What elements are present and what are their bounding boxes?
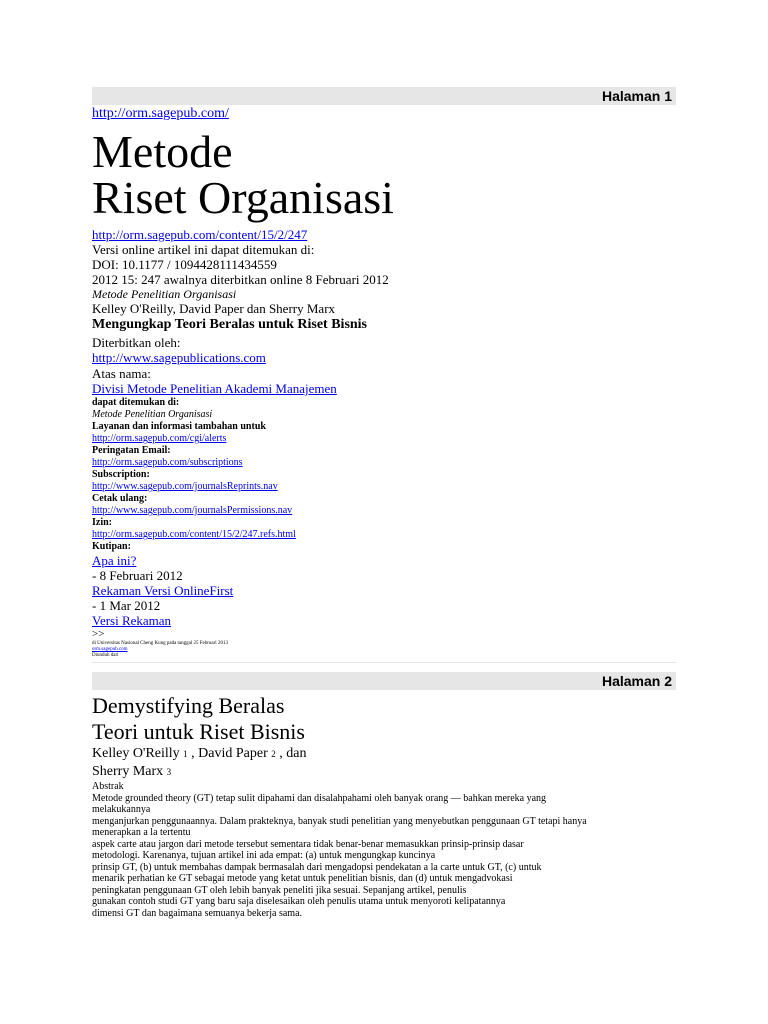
author-connector: , dan <box>275 746 307 761</box>
paper-authors-line2 <box>92 763 676 781</box>
downloaded-from-text: Diunduh dari <box>92 653 119 658</box>
published-text: 2012 15: 247 awalnya diterbitkan online 8 Februari 2012 <box>92 272 389 287</box>
paper-title-line2: Teori untuk Riset Bisnis <box>92 719 305 744</box>
abstract-line: aspek carte atau jargon dari metode tersebut sementara tidak benar-benar memasukkan prinsip-prinsip dasar <box>92 838 524 850</box>
publisher-link[interactable]: http://www.sagepublications.com <box>92 350 266 365</box>
division-link[interactable]: Divisi Metode Penelitian Akademi Manajemen <box>92 381 337 396</box>
abstract-line: metodologi. Karenanya, tujuan artikel ini ada empat: (a) untuk mengungkap kuncinya <box>92 850 436 861</box>
download-site-link[interactable]: orm.sagepub.com <box>92 647 128 652</box>
document-page-1 <box>92 87 676 663</box>
services-label: Layanan dan informasi tambahan untuk <box>92 421 266 432</box>
citation-label: Kutipan: <box>92 541 131 552</box>
email-alerts-label: Peringatan Email: <box>92 445 171 456</box>
abstract-line: menerapkan a la tertentu <box>92 827 191 838</box>
reprints-link[interactable]: http://www.sagepub.com/journalsReprints.nav <box>92 481 278 492</box>
published-by-label: Diterbitkan oleh: <box>92 335 181 350</box>
abstract-line: melakukannya <box>92 804 151 815</box>
journal-home-link[interactable]: http://orm.sagepub.com/ <box>92 106 229 121</box>
page-separator <box>92 662 676 663</box>
abstract-body <box>92 793 676 920</box>
arrows-text: >> <box>92 628 105 640</box>
what-is-this-link[interactable]: Apa ini? <box>92 553 137 568</box>
abstract-line: dimensi GT dan bagaimana semuanya bekerja sama. <box>92 907 303 919</box>
date-version-1: - 8 Februari 2012 <box>92 568 183 583</box>
permission-label: Izin: <box>92 517 112 528</box>
abstract-line: Metode grounded theory (GT) tetap sulit dipahami dan disalahpahami oleh banyak orang — bahkan mereka yang <box>92 792 547 804</box>
abstract-line: menarik perhatian ke GT sebagai metode yang ketat untuk penelitian bisnis, dan (d) untuk mengadvokasi <box>92 873 513 884</box>
journal-name: Metode Penelitian Organisasi <box>92 287 237 301</box>
author-name: Kelley O'Reilly <box>92 746 184 761</box>
references-link[interactable]: http://orm.sagepub.com/content/15/2/247.refs.html <box>92 529 296 540</box>
abstract-label: Abstrak <box>92 781 124 792</box>
affiliation-mark: 3 <box>166 767 172 777</box>
author-name: Sherry Marx <box>92 764 167 779</box>
date-version-2: - 1 Mar 2012 <box>92 598 161 613</box>
article-content-link[interactable]: http://orm.sagepub.com/content/15/2/247 <box>92 227 308 242</box>
document-page-2 <box>92 672 676 919</box>
permissions-link[interactable]: http://www.sagepub.com/journalsPermissions.nav <box>92 505 293 516</box>
journal-name-2: Metode Penelitian Organisasi <box>92 409 213 420</box>
found-at-label: dapat ditemukan di: <box>92 397 180 408</box>
affiliation-mark: 2 <box>271 749 276 759</box>
article-title: Mengungkap Teori Beralas untuk Riset Bisnis <box>92 317 368 332</box>
abstract-line: peningkatan penggunaan GT oleh lebih banyak peneliti jika sesuai. Sepanjang artikel, penulis <box>92 884 467 896</box>
author-name: , David Paper <box>187 746 272 761</box>
reprint-label: Cetak ulang: <box>92 493 148 504</box>
journal-title-line1: Metode <box>92 126 233 177</box>
online-version-text: Versi online artikel ini dapat ditemukan di: <box>92 242 315 257</box>
paper-title-line1: Demystifying Beralas <box>92 693 285 718</box>
affiliation-mark: 1 <box>183 749 188 759</box>
doi-text: DOI: 10.1177 / 1094428111434559 <box>92 257 277 272</box>
paper-authors-line1 <box>92 745 676 763</box>
page-header-bar: Halaman 1 <box>92 87 676 105</box>
subscriptions-link[interactable]: http://orm.sagepub.com/subscriptions <box>92 457 243 468</box>
journal-title-line2: Riset Organisasi <box>92 172 394 223</box>
subscription-label: Subscription: <box>92 469 150 480</box>
onlinefirst-link[interactable]: Rekaman Versi OnlineFirst <box>92 583 234 598</box>
abstract-line: gunakan contoh studi GT yang baru saja diselesaikan oleh penulis utama untuk menyoroti kelipatannya <box>92 896 506 907</box>
page-header-bar: Halaman 2 <box>92 672 676 690</box>
alerts-link[interactable]: http://orm.sagepub.com/cgi/alerts <box>92 433 227 444</box>
on-behalf-label: Atas nama: <box>92 366 151 381</box>
abstract-line: prinsip GT, (b) untuk membahas dampak bermasalah dari mengadopsi pendekatan a la carte untuk GT, (c) untuk <box>92 861 542 873</box>
version-of-record-link[interactable]: Versi Rekaman <box>92 613 172 628</box>
download-location-text: di Universitas Nasional Cheng Kung pada tanggal 25 Februari 2013 <box>92 641 228 646</box>
abstract-line: menganjurkan penggunaannya. Dalam prakteknya, banyak studi penelitian yang menyebutkan penggunaan GT tetapi hanya <box>92 815 587 827</box>
authors-text: Kelley O'Reilly, David Paper dan Sherry Marx <box>92 301 336 316</box>
